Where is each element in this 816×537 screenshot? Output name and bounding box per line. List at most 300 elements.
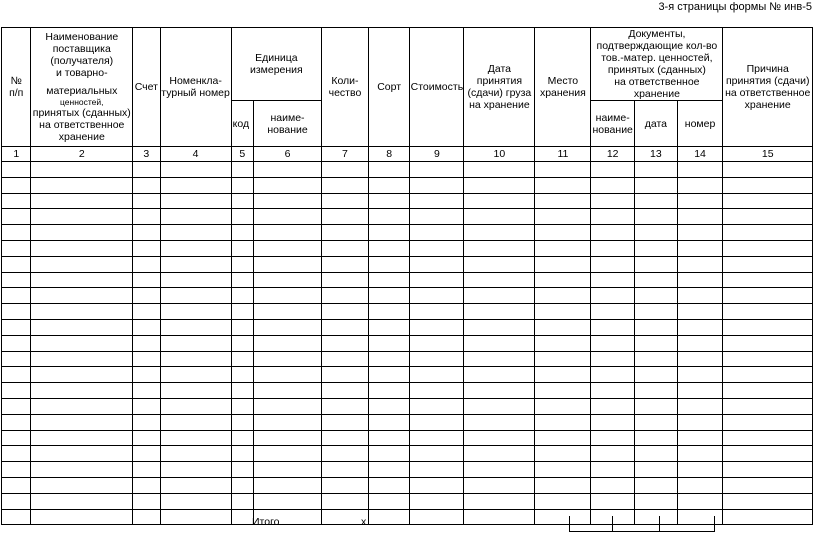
table-cell[interactable]	[160, 304, 231, 320]
table-cell[interactable]	[464, 477, 535, 493]
table-cell[interactable]	[535, 209, 591, 225]
table-cell[interactable]	[535, 319, 591, 335]
table-cell[interactable]	[322, 335, 369, 351]
table-cell[interactable]	[635, 383, 678, 399]
table-cell[interactable]	[535, 272, 591, 288]
table-cell[interactable]	[591, 304, 635, 320]
table-cell[interactable]	[410, 162, 464, 178]
table-cell[interactable]	[464, 288, 535, 304]
table-cell[interactable]	[231, 319, 253, 335]
table-cell[interactable]	[254, 398, 322, 414]
table-cell[interactable]	[535, 430, 591, 446]
table-cell[interactable]	[635, 256, 678, 272]
table-cell[interactable]	[723, 225, 813, 241]
table-cell[interactable]	[591, 209, 635, 225]
table-cell[interactable]	[231, 477, 253, 493]
table-cell[interactable]	[231, 398, 253, 414]
table-cell[interactable]	[231, 177, 253, 193]
table-cell[interactable]	[591, 493, 635, 509]
table-cell[interactable]	[133, 225, 160, 241]
table-cell[interactable]	[368, 225, 410, 241]
table-cell[interactable]	[2, 288, 31, 304]
table-cell[interactable]	[133, 209, 160, 225]
table-cell[interactable]	[31, 351, 133, 367]
table-cell[interactable]	[368, 288, 410, 304]
table-cell[interactable]	[133, 272, 160, 288]
table-cell[interactable]	[591, 398, 635, 414]
table-cell[interactable]	[133, 193, 160, 209]
table-cell[interactable]	[635, 240, 678, 256]
table-cell[interactable]	[231, 351, 253, 367]
table-cell[interactable]	[677, 477, 723, 493]
table-cell[interactable]	[133, 319, 160, 335]
table-cell[interactable]	[368, 430, 410, 446]
table-cell[interactable]	[635, 193, 678, 209]
table-cell[interactable]	[591, 414, 635, 430]
table-cell[interactable]	[254, 335, 322, 351]
table-cell[interactable]	[535, 351, 591, 367]
table-cell[interactable]	[322, 272, 369, 288]
table-cell[interactable]	[677, 177, 723, 193]
table-cell[interactable]	[723, 162, 813, 178]
table-cell[interactable]	[368, 162, 410, 178]
table-cell[interactable]	[535, 288, 591, 304]
table-cell[interactable]	[254, 162, 322, 178]
table-cell[interactable]	[368, 335, 410, 351]
table-cell[interactable]	[677, 446, 723, 462]
table-cell[interactable]	[160, 225, 231, 241]
table-cell[interactable]	[133, 177, 160, 193]
table-cell[interactable]	[160, 446, 231, 462]
table-cell[interactable]	[535, 162, 591, 178]
table-cell[interactable]	[322, 367, 369, 383]
table-cell[interactable]	[535, 335, 591, 351]
table-cell[interactable]	[322, 319, 369, 335]
table-cell[interactable]	[368, 272, 410, 288]
table-cell[interactable]	[231, 414, 253, 430]
table-cell[interactable]	[322, 209, 369, 225]
table-cell[interactable]	[635, 493, 678, 509]
table-cell[interactable]	[133, 430, 160, 446]
table-cell[interactable]	[31, 162, 133, 178]
table-cell[interactable]	[635, 288, 678, 304]
table-cell[interactable]	[368, 446, 410, 462]
table-cell[interactable]	[410, 177, 464, 193]
table-cell[interactable]	[368, 193, 410, 209]
table-cell[interactable]	[254, 304, 322, 320]
table-cell[interactable]	[254, 272, 322, 288]
table-cell[interactable]	[322, 351, 369, 367]
table-cell[interactable]	[133, 351, 160, 367]
total-cell-date[interactable]	[569, 516, 613, 532]
table-cell[interactable]	[368, 351, 410, 367]
table-cell[interactable]	[31, 462, 133, 478]
table-cell[interactable]	[723, 177, 813, 193]
table-cell[interactable]	[2, 367, 31, 383]
table-cell[interactable]	[723, 335, 813, 351]
table-cell[interactable]	[535, 446, 591, 462]
table-cell[interactable]	[254, 319, 322, 335]
table-cell[interactable]	[368, 319, 410, 335]
table-cell[interactable]	[133, 304, 160, 320]
table-cell[interactable]	[254, 209, 322, 225]
table-cell[interactable]	[2, 398, 31, 414]
table-cell[interactable]	[591, 462, 635, 478]
table-cell[interactable]	[410, 272, 464, 288]
table-cell[interactable]	[133, 367, 160, 383]
table-cell[interactable]	[723, 193, 813, 209]
table-cell[interactable]	[160, 335, 231, 351]
table-cell[interactable]	[31, 272, 133, 288]
table-cell[interactable]	[254, 288, 322, 304]
table-cell[interactable]	[635, 304, 678, 320]
table-cell[interactable]	[2, 383, 31, 399]
table-cell[interactable]	[464, 319, 535, 335]
table-cell[interactable]	[322, 304, 369, 320]
table-cell[interactable]	[410, 367, 464, 383]
table-cell[interactable]	[254, 414, 322, 430]
table-cell[interactable]	[2, 304, 31, 320]
table-cell[interactable]	[677, 414, 723, 430]
table-cell[interactable]	[464, 367, 535, 383]
table-cell[interactable]	[464, 193, 535, 209]
table-cell[interactable]	[31, 446, 133, 462]
table-cell[interactable]	[31, 493, 133, 509]
table-cell[interactable]	[160, 256, 231, 272]
table-cell[interactable]	[410, 462, 464, 478]
table-cell[interactable]	[368, 256, 410, 272]
table-cell[interactable]	[31, 256, 133, 272]
table-cell[interactable]	[635, 319, 678, 335]
table-cell[interactable]	[133, 256, 160, 272]
table-cell[interactable]	[591, 351, 635, 367]
table-cell[interactable]	[231, 225, 253, 241]
table-cell[interactable]	[31, 335, 133, 351]
table-cell[interactable]	[2, 225, 31, 241]
table-cell[interactable]	[635, 430, 678, 446]
table-cell[interactable]	[410, 193, 464, 209]
table-cell[interactable]	[133, 288, 160, 304]
table-cell[interactable]	[160, 209, 231, 225]
table-cell[interactable]	[464, 256, 535, 272]
table-cell[interactable]	[322, 430, 369, 446]
table-cell[interactable]	[368, 509, 410, 525]
table-cell[interactable]	[535, 493, 591, 509]
table-cell[interactable]	[723, 383, 813, 399]
table-cell[interactable]	[368, 383, 410, 399]
table-cell[interactable]	[160, 177, 231, 193]
table-cell[interactable]	[535, 477, 591, 493]
table-cell[interactable]	[2, 240, 31, 256]
table-cell[interactable]	[635, 477, 678, 493]
table-cell[interactable]	[231, 162, 253, 178]
table-cell[interactable]	[723, 256, 813, 272]
table-cell[interactable]	[231, 240, 253, 256]
table-cell[interactable]	[322, 256, 369, 272]
table-cell[interactable]	[591, 335, 635, 351]
table-cell[interactable]	[535, 383, 591, 399]
table-cell[interactable]	[591, 446, 635, 462]
table-cell[interactable]	[160, 367, 231, 383]
table-cell[interactable]	[322, 240, 369, 256]
table-cell[interactable]	[410, 288, 464, 304]
table-cell[interactable]	[254, 477, 322, 493]
table-cell[interactable]	[322, 162, 369, 178]
table-cell[interactable]	[254, 446, 322, 462]
table-cell[interactable]	[133, 446, 160, 462]
table-cell[interactable]	[410, 509, 464, 525]
table-cell[interactable]	[723, 462, 813, 478]
table-cell[interactable]	[322, 462, 369, 478]
table-cell[interactable]	[160, 509, 231, 525]
table-cell[interactable]	[231, 193, 253, 209]
table-cell[interactable]	[254, 493, 322, 509]
table-cell[interactable]	[133, 383, 160, 399]
table-cell[interactable]	[410, 351, 464, 367]
table-cell[interactable]	[723, 414, 813, 430]
table-cell[interactable]	[723, 446, 813, 462]
table-cell[interactable]	[723, 367, 813, 383]
table-cell[interactable]	[410, 493, 464, 509]
table-cell[interactable]	[677, 162, 723, 178]
table-cell[interactable]	[254, 462, 322, 478]
table-cell[interactable]	[31, 509, 133, 525]
table-cell[interactable]	[133, 462, 160, 478]
table-cell[interactable]	[464, 351, 535, 367]
table-cell[interactable]	[591, 367, 635, 383]
table-cell[interactable]	[160, 162, 231, 178]
table-cell[interactable]	[677, 430, 723, 446]
table-cell[interactable]	[410, 430, 464, 446]
table-cell[interactable]	[368, 177, 410, 193]
table-cell[interactable]	[410, 256, 464, 272]
table-cell[interactable]	[2, 319, 31, 335]
table-cell[interactable]	[410, 304, 464, 320]
table-cell[interactable]	[368, 209, 410, 225]
table-cell[interactable]	[464, 162, 535, 178]
table-cell[interactable]	[322, 288, 369, 304]
table-cell[interactable]	[368, 477, 410, 493]
table-cell[interactable]	[464, 383, 535, 399]
table-cell[interactable]	[231, 446, 253, 462]
table-cell[interactable]	[31, 240, 133, 256]
table-cell[interactable]	[591, 430, 635, 446]
table-cell[interactable]	[231, 272, 253, 288]
table-cell[interactable]	[133, 398, 160, 414]
table-cell[interactable]	[635, 177, 678, 193]
table-cell[interactable]	[322, 477, 369, 493]
table-cell[interactable]	[635, 367, 678, 383]
table-cell[interactable]	[2, 414, 31, 430]
table-cell[interactable]	[160, 398, 231, 414]
table-cell[interactable]	[677, 240, 723, 256]
table-cell[interactable]	[160, 193, 231, 209]
table-cell[interactable]	[231, 256, 253, 272]
table-cell[interactable]	[591, 240, 635, 256]
table-cell[interactable]	[535, 177, 591, 193]
table-cell[interactable]	[464, 446, 535, 462]
table-cell[interactable]	[723, 398, 813, 414]
table-cell[interactable]	[231, 383, 253, 399]
table-cell[interactable]	[464, 414, 535, 430]
table-cell[interactable]	[231, 367, 253, 383]
table-cell[interactable]	[31, 383, 133, 399]
table-cell[interactable]	[368, 304, 410, 320]
table-cell[interactable]	[231, 430, 253, 446]
table-cell[interactable]	[677, 335, 723, 351]
table-cell[interactable]	[635, 225, 678, 241]
table-cell[interactable]	[635, 398, 678, 414]
table-cell[interactable]	[2, 430, 31, 446]
table-cell[interactable]	[723, 288, 813, 304]
table-cell[interactable]	[677, 462, 723, 478]
table-cell[interactable]	[677, 493, 723, 509]
table-cell[interactable]	[2, 351, 31, 367]
table-cell[interactable]	[464, 304, 535, 320]
table-cell[interactable]	[410, 209, 464, 225]
table-cell[interactable]	[677, 288, 723, 304]
table-cell[interactable]	[160, 319, 231, 335]
table-cell[interactable]	[410, 319, 464, 335]
table-cell[interactable]	[254, 367, 322, 383]
table-cell[interactable]	[535, 462, 591, 478]
table-cell[interactable]	[254, 193, 322, 209]
table-cell[interactable]	[31, 209, 133, 225]
table-cell[interactable]	[368, 367, 410, 383]
table-cell[interactable]	[410, 335, 464, 351]
table-cell[interactable]	[723, 209, 813, 225]
table-cell[interactable]	[160, 477, 231, 493]
table-cell[interactable]	[535, 398, 591, 414]
table-cell[interactable]	[31, 430, 133, 446]
table-cell[interactable]	[133, 414, 160, 430]
table-cell[interactable]	[410, 446, 464, 462]
table-cell[interactable]	[31, 177, 133, 193]
table-cell[interactable]	[535, 240, 591, 256]
table-cell[interactable]	[723, 477, 813, 493]
table-cell[interactable]	[2, 509, 31, 525]
table-cell[interactable]	[160, 430, 231, 446]
table-cell[interactable]	[31, 225, 133, 241]
table-cell[interactable]	[31, 477, 133, 493]
table-cell[interactable]	[2, 209, 31, 225]
table-cell[interactable]	[535, 256, 591, 272]
table-cell[interactable]	[535, 225, 591, 241]
table-cell[interactable]	[410, 383, 464, 399]
table-cell[interactable]	[723, 304, 813, 320]
table-cell[interactable]	[31, 319, 133, 335]
table-cell[interactable]	[160, 462, 231, 478]
table-cell[interactable]	[2, 256, 31, 272]
table-cell[interactable]	[464, 509, 535, 525]
table-cell[interactable]	[160, 288, 231, 304]
table-cell[interactable]	[635, 162, 678, 178]
table-cell[interactable]	[31, 288, 133, 304]
table-cell[interactable]	[368, 414, 410, 430]
table-cell[interactable]	[322, 414, 369, 430]
table-cell[interactable]	[322, 398, 369, 414]
table-cell[interactable]	[2, 177, 31, 193]
table-cell[interactable]	[591, 177, 635, 193]
table-cell[interactable]	[677, 351, 723, 367]
table-cell[interactable]	[2, 462, 31, 478]
table-cell[interactable]	[410, 240, 464, 256]
table-cell[interactable]	[231, 304, 253, 320]
table-cell[interactable]	[2, 335, 31, 351]
table-cell[interactable]	[231, 335, 253, 351]
table-cell[interactable]	[31, 398, 133, 414]
table-cell[interactable]	[31, 414, 133, 430]
table-cell[interactable]	[464, 398, 535, 414]
table-cell[interactable]	[591, 256, 635, 272]
table-cell[interactable]	[464, 493, 535, 509]
table-cell[interactable]	[535, 367, 591, 383]
table-cell[interactable]	[31, 367, 133, 383]
table-cell[interactable]	[464, 335, 535, 351]
table-cell[interactable]	[410, 477, 464, 493]
table-cell[interactable]	[464, 240, 535, 256]
table-cell[interactable]	[31, 304, 133, 320]
table-cell[interactable]	[160, 414, 231, 430]
table-cell[interactable]	[635, 209, 678, 225]
table-cell[interactable]	[677, 383, 723, 399]
table-cell[interactable]	[2, 162, 31, 178]
table-cell[interactable]	[723, 493, 813, 509]
table-cell[interactable]	[535, 414, 591, 430]
table-cell[interactable]	[160, 493, 231, 509]
table-cell[interactable]	[677, 209, 723, 225]
table-cell[interactable]	[723, 240, 813, 256]
table-cell[interactable]	[591, 288, 635, 304]
table-cell[interactable]	[677, 193, 723, 209]
table-cell[interactable]	[410, 414, 464, 430]
table-cell[interactable]	[254, 351, 322, 367]
table-cell[interactable]	[723, 351, 813, 367]
table-cell[interactable]	[591, 225, 635, 241]
table-cell[interactable]	[2, 493, 31, 509]
table-cell[interactable]	[160, 240, 231, 256]
table-cell[interactable]	[677, 272, 723, 288]
table-cell[interactable]	[635, 335, 678, 351]
table-cell[interactable]	[635, 414, 678, 430]
table-cell[interactable]	[2, 477, 31, 493]
table-cell[interactable]	[677, 398, 723, 414]
table-cell[interactable]	[723, 272, 813, 288]
table-cell[interactable]	[254, 240, 322, 256]
table-cell[interactable]	[677, 256, 723, 272]
table-cell[interactable]	[635, 446, 678, 462]
table-cell[interactable]	[133, 240, 160, 256]
table-cell[interactable]	[31, 193, 133, 209]
table-cell[interactable]	[2, 272, 31, 288]
table-cell[interactable]	[254, 383, 322, 399]
table-cell[interactable]	[591, 383, 635, 399]
table-cell[interactable]	[677, 319, 723, 335]
table-cell[interactable]	[464, 225, 535, 241]
table-cell[interactable]	[464, 209, 535, 225]
table-cell[interactable]	[677, 304, 723, 320]
table-cell[interactable]	[231, 288, 253, 304]
table-cell[interactable]	[133, 477, 160, 493]
table-cell[interactable]	[635, 351, 678, 367]
table-cell[interactable]	[410, 225, 464, 241]
table-cell[interactable]	[464, 430, 535, 446]
table-cell[interactable]	[535, 304, 591, 320]
table-cell[interactable]	[591, 193, 635, 209]
table-cell[interactable]	[322, 493, 369, 509]
table-cell[interactable]	[160, 272, 231, 288]
table-cell[interactable]	[464, 177, 535, 193]
